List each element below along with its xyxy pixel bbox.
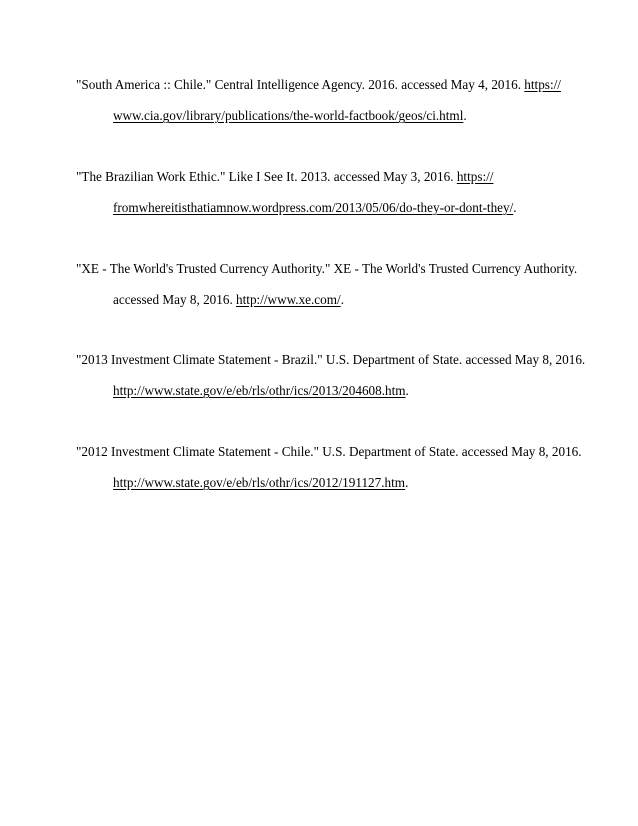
citation-link[interactable]: www.cia.gov/library/publications/the-world-factbook/geos/ci.html: [113, 108, 464, 123]
citation-text: "The Brazilian Work Ethic." Like I See It. 2013. accessed May 3, 2016.: [76, 169, 457, 184]
citation-line-1: [76, 78, 561, 91]
citation-link[interactable]: https://: [524, 77, 561, 92]
citation-punctuation: .: [513, 200, 517, 215]
citation-line-1: [76, 353, 585, 366]
citation-line-2: [113, 476, 408, 489]
citation-line-2: [113, 201, 517, 214]
citation-punctuation: .: [463, 108, 467, 123]
citation-line-1: [76, 262, 577, 275]
citation-punctuation: .: [405, 383, 409, 398]
citation-line-2: [113, 293, 344, 306]
citation-punctuation: .: [405, 475, 409, 490]
citation-line-1: [76, 445, 582, 458]
citation-line-2: [113, 384, 409, 397]
citation-link[interactable]: http://www.state.gov/e/eb/rls/othr/ics/2012/191127.htm: [113, 475, 406, 490]
citation-text: "South America :: Chile." Central Intelligence Agency. 2016. accessed May 4, 2016.: [76, 77, 525, 92]
citation-text: "2013 Investment Climate Statement - Brazil." U.S. Department of State. accessed May 8, 2016.: [76, 352, 586, 367]
citation-punctuation: .: [340, 292, 344, 307]
citation-line-2: [113, 109, 467, 122]
citation-text: "2012 Investment Climate Statement - Chile." U.S. Department of State. accessed May 8, 2016.: [76, 444, 582, 459]
citation-link[interactable]: fromwhereitisthatiamnow.wordpress.com/2013/05/06/do-they-or-dont-they/: [113, 200, 514, 215]
citation-text: "XE - The World's Trusted Currency Authority." XE - The World's Trusted Currency Authority.: [76, 261, 578, 276]
citation-line-1: [76, 170, 493, 183]
citation-link[interactable]: http://www.xe.com/: [236, 292, 341, 307]
citation-link[interactable]: http://www.state.gov/e/eb/rls/othr/ics/2013/204608.htm: [113, 383, 406, 398]
citation-text: accessed May 8, 2016.: [113, 292, 237, 307]
citation-link[interactable]: https://: [456, 169, 494, 184]
